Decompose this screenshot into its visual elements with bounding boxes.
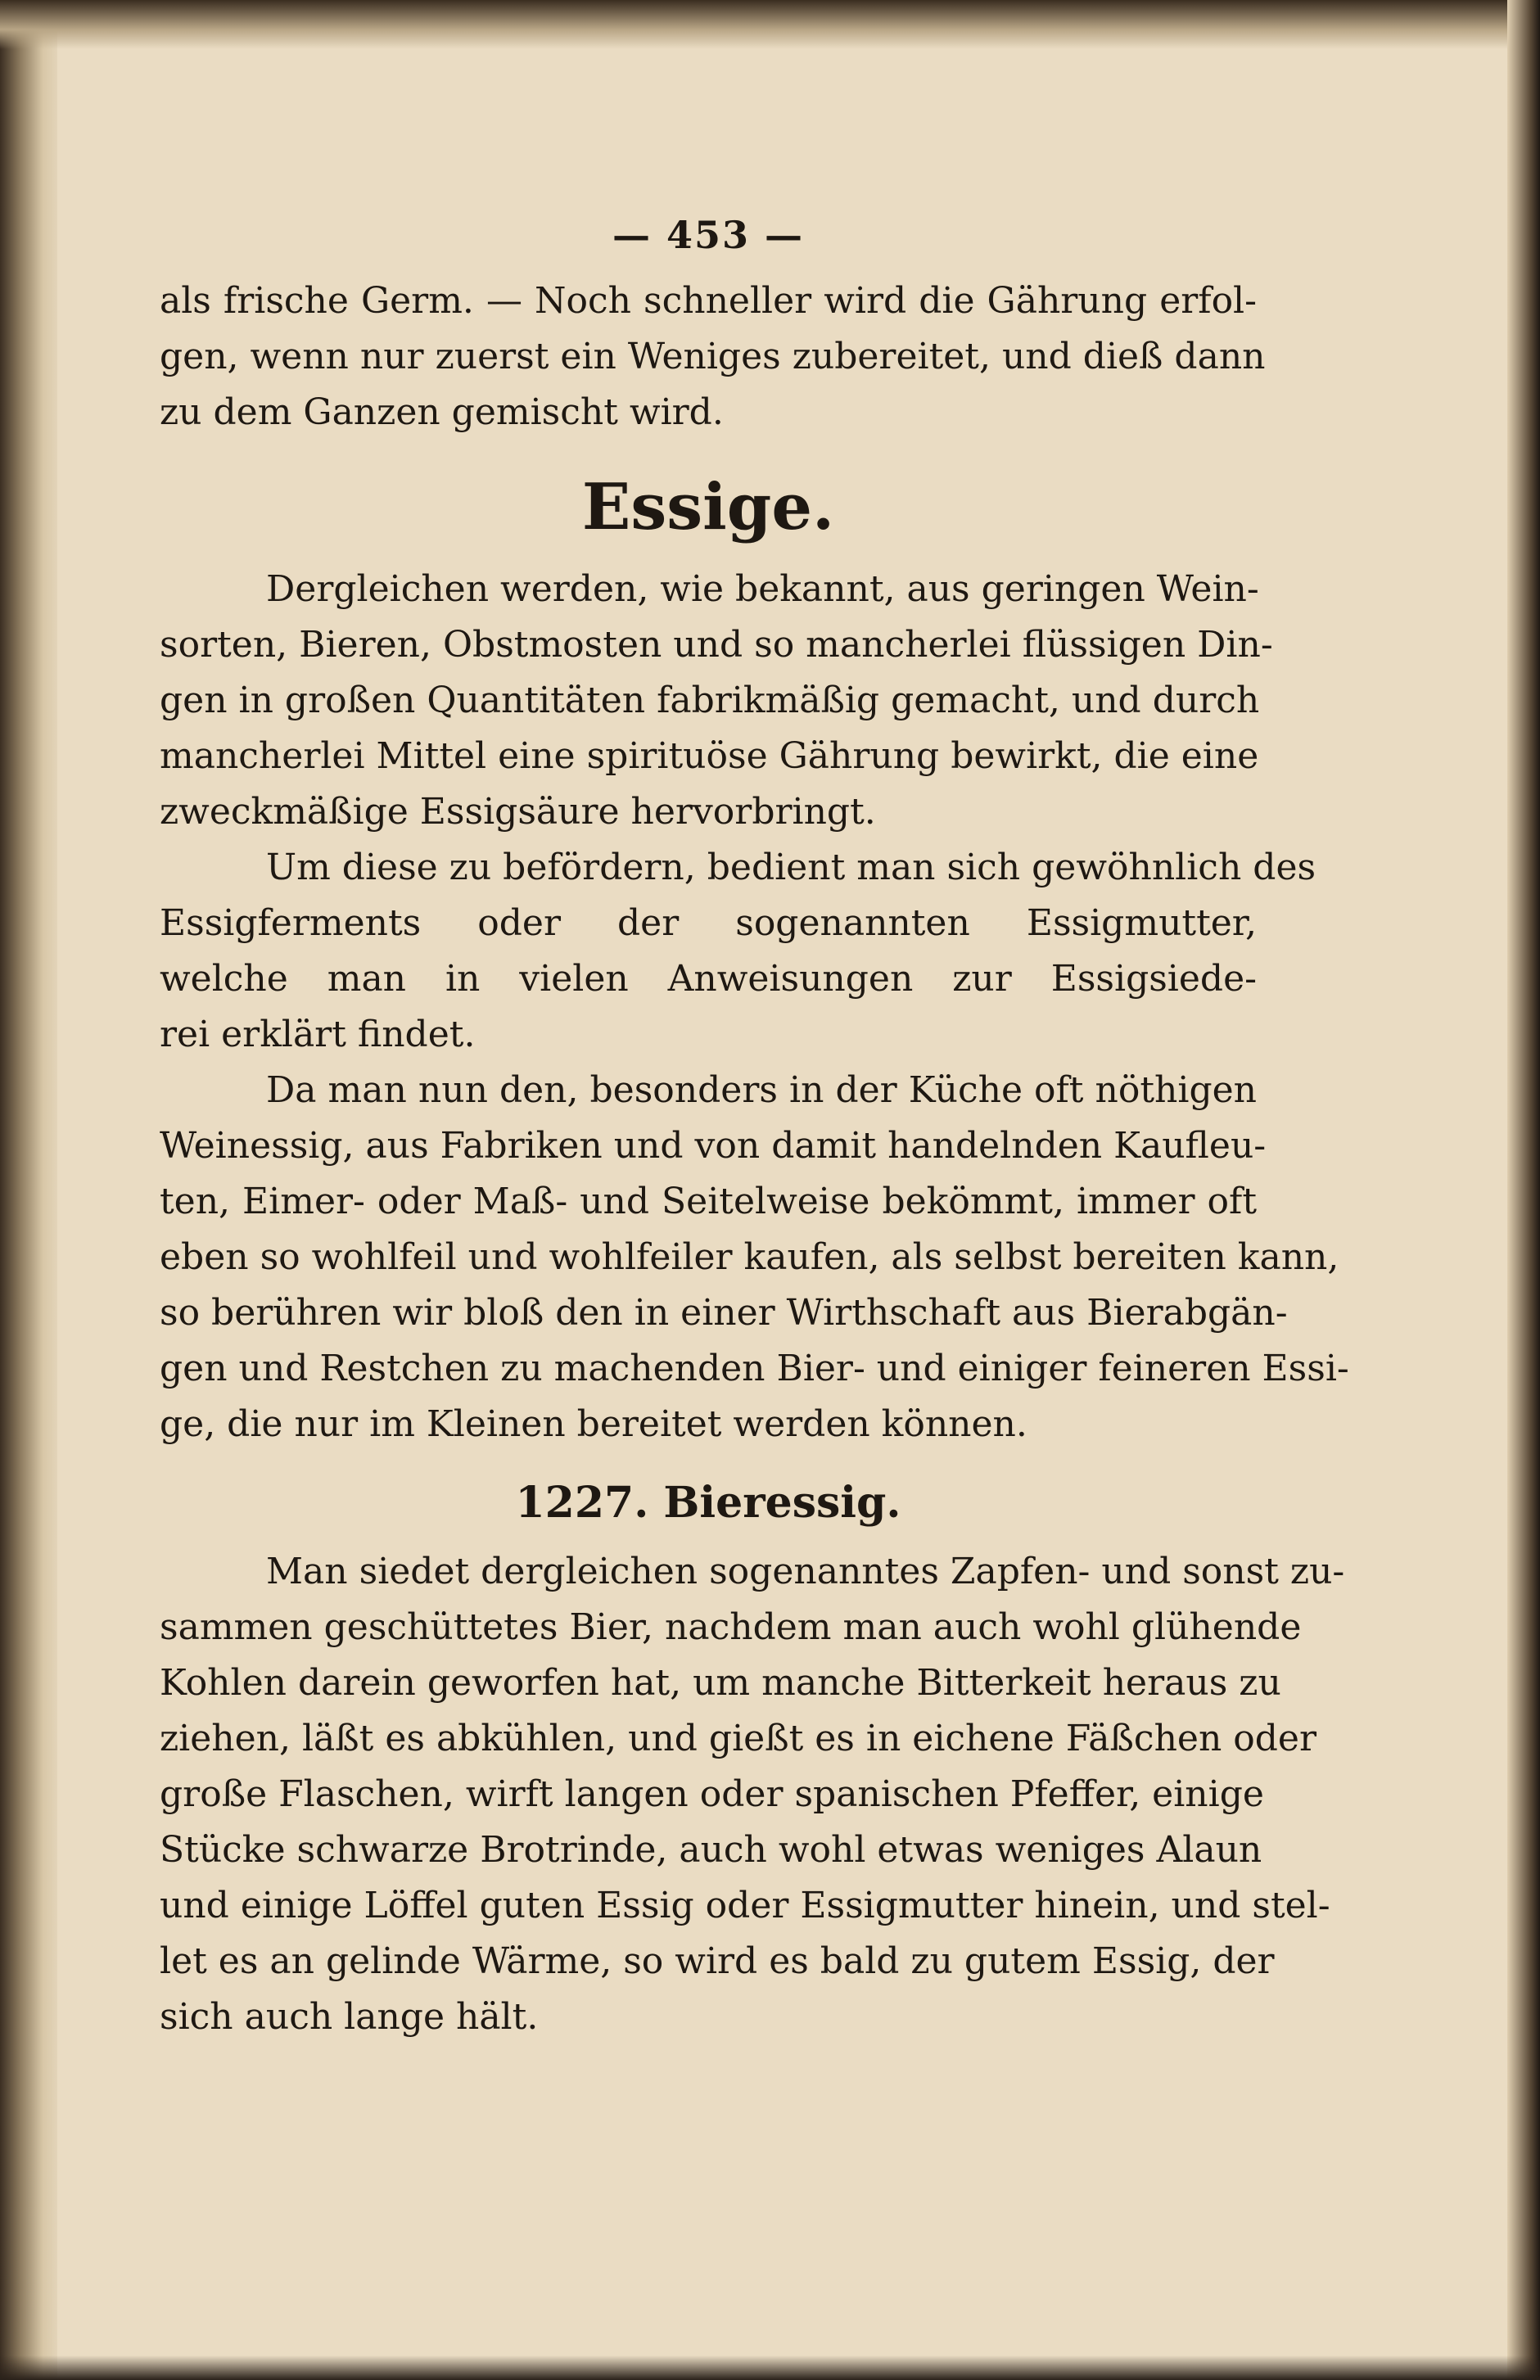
paragraph-2 [160,840,1316,1063]
text-line: mancherlei Mittel eine spirituöse Gährung bewirkt, die eine [160,735,1259,777]
intro-paragraph [160,273,1266,440]
text-line: sorten, Bieren, Obstmosten und so mancherlei flüssigen Din- [160,624,1273,666]
text-line: zweckmäßige Essigsäure hervorbringt. [160,791,876,833]
text-line: gen, wenn nur zuerst ein Weniges zubereitet, und dieß dann [160,336,1266,377]
text-line: als frische Germ. — Noch schneller wird die Gährung erfol- [160,280,1257,322]
text-line: ge, die nur im Kleinen bereitet werden können. [160,1403,1027,1445]
text-line: gen in großen Quantitäten fabrikmäßig gemacht, und durch [160,680,1260,721]
text-line: Essigferments oder der sogenannten Essigmutter, [160,902,1257,944]
paragraph-1 [160,562,1273,840]
text-line: sammen geschüttetes Bier, nachdem man auch wohl glühende [160,1606,1302,1648]
text-line: so berühren wir bloß den in einer Wirthschaft aus Bierabgän- [160,1292,1288,1334]
text-line: rei erklärt findet. [160,1014,476,1055]
recipe-title: 1227. Bieressig. [515,1478,901,1528]
text-line: eben so wohlfeil und wohlfeiler kaufen, als selbst bereiten kann, [160,1236,1339,1278]
text-line: Dergleichen werden, wie bekannt, aus geringen Wein- [266,568,1259,610]
book-binding-edge [0,0,57,2380]
paragraph-3 [160,1063,1349,1452]
page-top-shadow [0,0,1540,49]
text-line: Weinessig, aus Fabriken und von damit handelnden Kaufleu- [160,1125,1267,1167]
text-line: ziehen, läßt es abkühlen, und gießt es in eichene Fäßchen oder [160,1718,1317,1759]
text-line: Kohlen darein geworfen hat, um manche Bitterkeit heraus zu [160,1662,1281,1704]
text-line: ten, Eimer- oder Maß- und Seitelweise bekömmt, immer oft [160,1181,1257,1222]
text-line: Man siedet dergleichen sogenanntes Zapfen- und sonst zu- [266,1551,1345,1592]
text-line: welche man in vielen Anweisungen zur Essigsiede- [160,958,1257,1000]
text-line: zu dem Ganzen gemischt wird. [160,391,724,433]
text-block [160,213,1349,2045]
text-line: Stücke schwarze Brotrinde, auch wohl etwas weniges Alaun [160,1829,1262,1871]
page-number: — 453 — [612,213,805,257]
paragraph-4 [160,1544,1345,2045]
text-line: Um diese zu befördern, bedient man sich gewöhnlich des [266,847,1316,888]
text-line: große Flaschen, wirft langen oder spanischen Pfeffer, einige [160,1773,1264,1815]
text-line: let es an gelinde Wärme, so wird es bald zu gutem Essig, der [160,1940,1275,1982]
section-title: Essige. [581,470,835,544]
text-line: gen und Restchen zu machenden Bier- und einiger feineren Essi- [160,1348,1349,1389]
text-line: Da man nun den, besonders in der Küche oft nöthigen [266,1069,1257,1111]
text-line: sich auch lange hält. [160,1996,539,2038]
page-right-edge [1507,0,1540,2380]
page-bottom-shadow [0,2355,1540,2380]
text-line: und einige Löffel guten Essig oder Essigmutter hinein, und stel- [160,1885,1330,1926]
